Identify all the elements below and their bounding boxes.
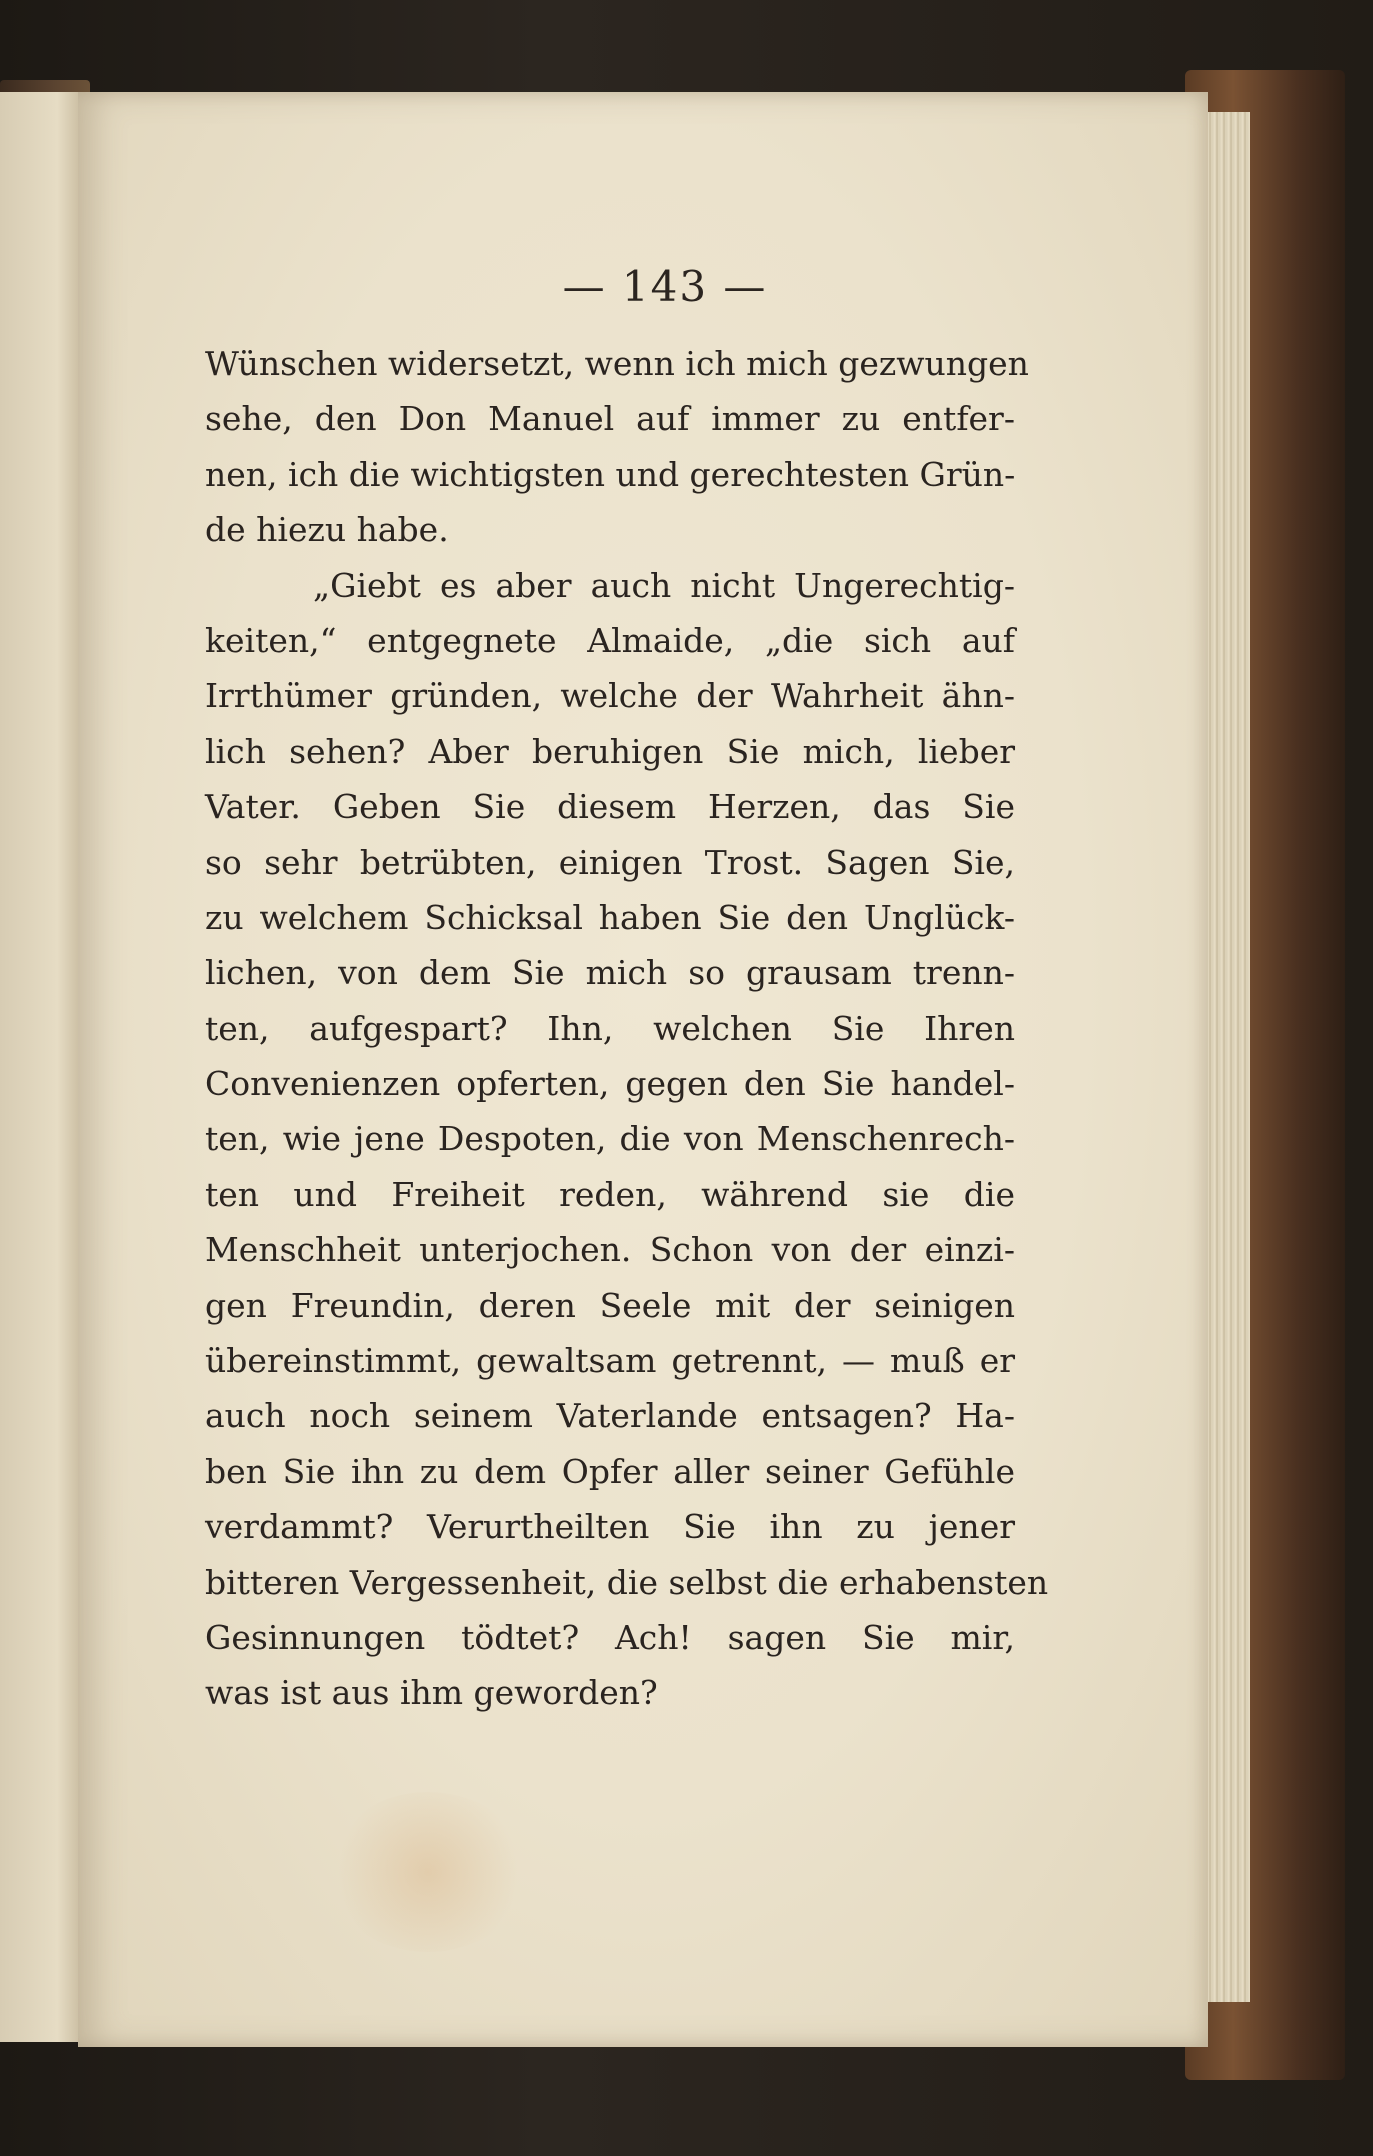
text-line: de hiezu habe. <box>205 510 449 550</box>
text-line: ten, wie jene Despoten, die von Menschenrech- <box>205 1119 1015 1159</box>
text-line: nen, ich die wichtigsten und gerechtesten Grün- <box>205 454 1016 494</box>
text-line: Irrthümer gründen, welche der Wahrheit ähn- <box>205 676 1015 716</box>
text-line: lichen, von dem Sie mich so grausam trenn- <box>205 953 1015 993</box>
text-line: lich sehen? Aber beruhigen Sie mich, lieber <box>205 731 1015 771</box>
text-line: so sehr betrübten, einigen Trost. Sagen Sie, <box>205 842 1015 882</box>
page-number: — 143 — <box>562 262 768 311</box>
text-line: Wünschen widersetzt, wenn ich mich gezwungen <box>205 344 1029 383</box>
text-line: Vater. Geben Sie diesem Herzen, das Sie <box>205 787 1015 827</box>
text-line: ten, aufgespart? Ihn, welchen Sie Ihren <box>205 1008 1015 1048</box>
text-line: Menschheit unterjochen. Schon von der einzi- <box>205 1230 1015 1270</box>
text-line: keiten,“ entgegnete Almaide, „die sich auf <box>205 620 1015 660</box>
text-line: zu welchem Schicksal haben Sie den Unglück- <box>205 897 1015 937</box>
paper-stain <box>328 1792 528 1952</box>
text-line: sehe, den Don Manuel auf immer zu entfer- <box>205 399 1015 439</box>
text-line: was ist aus ihm geworden? <box>205 1673 658 1713</box>
text-line: verdammt? Verurtheilten Sie ihn zu jener <box>205 1507 1015 1547</box>
body-text <box>205 336 1049 1721</box>
previous-page-edge <box>0 92 82 2042</box>
text-line: ben Sie ihn zu dem Opfer aller seiner Gefühle <box>205 1451 1015 1491</box>
text-line: Gesinnungen tödtet? Ach! sagen Sie mir, <box>205 1617 1015 1657</box>
text-line: übereinstimmt, gewaltsam getrennt, — muß er <box>205 1341 1015 1381</box>
text-line: Convenienzen opferten, gegen den Sie handel- <box>205 1064 1015 1104</box>
text-line: gen Freundin, deren Seele mit der seinigen <box>205 1285 1015 1325</box>
text-line: auch noch seinem Vaterlande entsagen? Ha- <box>205 1396 1015 1436</box>
text-line: „Giebt es aber auch nicht Ungerechtig- <box>313 565 1015 605</box>
text-line: ten und Freiheit reden, während sie die <box>205 1174 1015 1214</box>
text-line: bitteren Vergessenheit, die selbst die erhabensten <box>205 1562 1049 1602</box>
